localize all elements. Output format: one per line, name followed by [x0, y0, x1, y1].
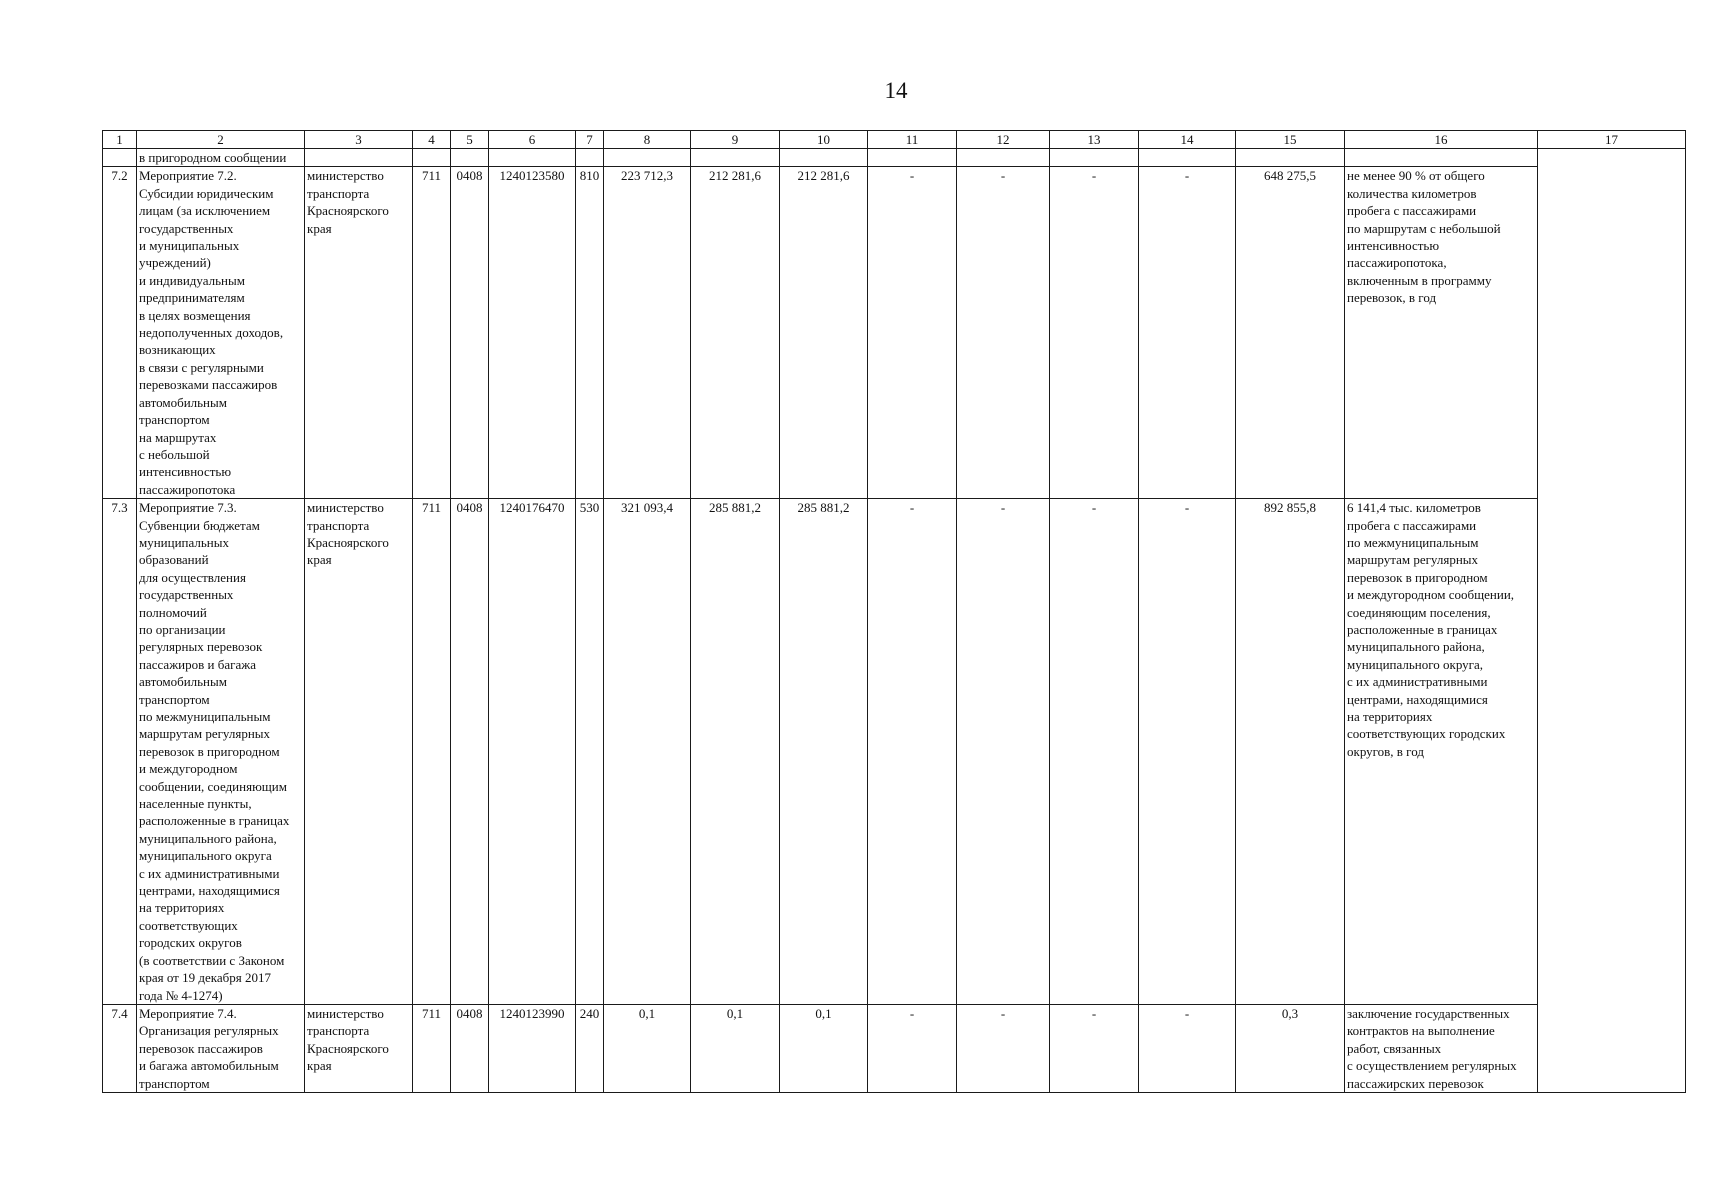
column-11-value: -	[868, 1004, 957, 1092]
executor-text: министерство транспорта Красноярского края	[307, 168, 389, 236]
column-number-row	[103, 131, 1686, 149]
column-number: 15	[1236, 131, 1345, 149]
vr-code: 810	[576, 167, 604, 499]
amount-year-2: 285 881,2	[691, 499, 780, 1005]
table-row	[103, 167, 1686, 499]
column-number: 8	[604, 131, 691, 149]
grbs-code: 711	[413, 1004, 451, 1092]
amount-year-2: 212 281,6	[691, 167, 780, 499]
row-number: 7.2	[103, 167, 137, 499]
column-number: 2	[137, 131, 305, 149]
row-number: 7.3	[103, 499, 137, 1005]
executor-text: министерство транспорта Красноярского края	[307, 500, 389, 568]
column-12-value: -	[957, 1004, 1050, 1092]
rzpr-code: 0408	[451, 1004, 489, 1092]
column-number: 5	[451, 131, 489, 149]
expected-result	[1345, 167, 1538, 499]
csr-code: 1240176470	[489, 499, 576, 1005]
expected-result	[1345, 499, 1538, 1005]
amount-year-2: 0,1	[691, 1004, 780, 1092]
column-number: 6	[489, 131, 576, 149]
continuation-text: в пригородном сообщении	[137, 149, 305, 167]
expected-result-text: не менее 90 % от общего количества километров пробега с пассажирами по маршрутам с небольшой интенсивностью пассажиропотока, включенным в программу перевозок, в год	[1347, 168, 1501, 306]
expected-result	[1345, 1004, 1538, 1092]
activity-name	[137, 1004, 305, 1092]
column-number: 9	[691, 131, 780, 149]
csr-code: 1240123990	[489, 1004, 576, 1092]
activity-name	[137, 167, 305, 499]
activity-name	[137, 499, 305, 1005]
expected-result-text: 6 141,4 тыс. километров пробега с пассажирами по межмуниципальным маршрутам регулярных перевозок в пригородном и междугородном сообщении, соединяющим поселения, расположенные в границах муниципального района, муниципального округа, с их административными центрами, находящимися на территориях соответствующих городских округов, в год	[1347, 500, 1515, 759]
column-11-value: -	[868, 499, 957, 1005]
grbs-code: 711	[413, 167, 451, 499]
total-amount: 648 275,5	[1236, 167, 1345, 499]
column-number: 12	[957, 131, 1050, 149]
row-number: 7.4	[103, 1004, 137, 1092]
activity-name-text: Мероприятие 7.2. Субсидии юридическим лицам (за исключением государственных и муниципальных учреждений) и индивидуальным предпринимателям в целях возмещения недополученных доходов, возникающих в связи с регулярными перевозками пассажиров автомобильным транспортом на маршрутах с небольшой интенсивностью пассажиропотока	[139, 168, 284, 497]
continuation-row	[103, 149, 1686, 167]
total-amount: 892 855,8	[1236, 499, 1345, 1005]
column-14-value: -	[1139, 499, 1236, 1005]
total-amount: 0,3	[1236, 1004, 1345, 1092]
column-number: 3	[305, 131, 413, 149]
executor	[305, 499, 413, 1005]
column-13-value: -	[1050, 167, 1139, 499]
activity-name-text: Мероприятие 7.4. Организация регулярных перевозок пассажиров и багажа автомобильным транспортом	[139, 1005, 279, 1091]
amount-year-1: 321 093,4	[604, 499, 691, 1005]
column-12-value: -	[957, 499, 1050, 1005]
vr-code: 530	[576, 499, 604, 1005]
column-11-value: -	[868, 167, 957, 499]
column-number: 1	[103, 131, 137, 149]
vr-code: 240	[576, 1004, 604, 1092]
rzpr-code: 0408	[451, 167, 489, 499]
executor	[305, 1004, 413, 1092]
column-12-value: -	[957, 167, 1050, 499]
amount-year-3: 285 881,2	[780, 499, 868, 1005]
activity-name-text: Мероприятие 7.3. Субвенции бюджетам муниципальных образований для осуществления государственных полномочий по организации регулярных перевозок пассажиров и багажа автомобильным транспортом по межмуниципальным маршрутам регулярных перевозок в пригородном и междугородном сообщении, соединяющим населенные пункты, расположенные в границах муниципального района, муниципального округа с их административными центрами, находящимися на территориях соответствующих городских округов (в соответствии с Законом края от 19 декабря 2017 года № 4-1274)	[139, 500, 290, 1003]
column-number: 13	[1050, 131, 1139, 149]
column-number: 14	[1139, 131, 1236, 149]
column-number: 11	[868, 131, 957, 149]
csr-code: 1240123580	[489, 167, 576, 499]
column-number: 17	[1538, 131, 1686, 149]
column-13-value: -	[1050, 499, 1139, 1005]
expected-result-text: заключение государственных контрактов на выполнение работ, связанных с осуществлением регулярных пассажирских перевозок	[1347, 1005, 1517, 1091]
amount-year-3: 212 281,6	[780, 167, 868, 499]
amount-year-3: 0,1	[780, 1004, 868, 1092]
column-14-value: -	[1139, 1004, 1236, 1092]
column-number: 7	[576, 131, 604, 149]
program-activities-table	[102, 130, 1686, 1093]
column-number: 16	[1345, 131, 1538, 149]
rzpr-code: 0408	[451, 499, 489, 1005]
page-number: 14	[884, 78, 908, 103]
column-14-value: -	[1139, 167, 1236, 499]
table-row	[103, 499, 1686, 1005]
table-row	[103, 1004, 1686, 1092]
grbs-code: 711	[413, 499, 451, 1005]
executor	[305, 167, 413, 499]
column-number: 10	[780, 131, 868, 149]
column-number: 4	[413, 131, 451, 149]
amount-year-1: 223 712,3	[604, 167, 691, 499]
column-13-value: -	[1050, 1004, 1139, 1092]
amount-year-1: 0,1	[604, 1004, 691, 1092]
column-17-cell	[1538, 149, 1686, 1093]
executor-text: министерство транспорта Красноярского края	[307, 1005, 389, 1074]
